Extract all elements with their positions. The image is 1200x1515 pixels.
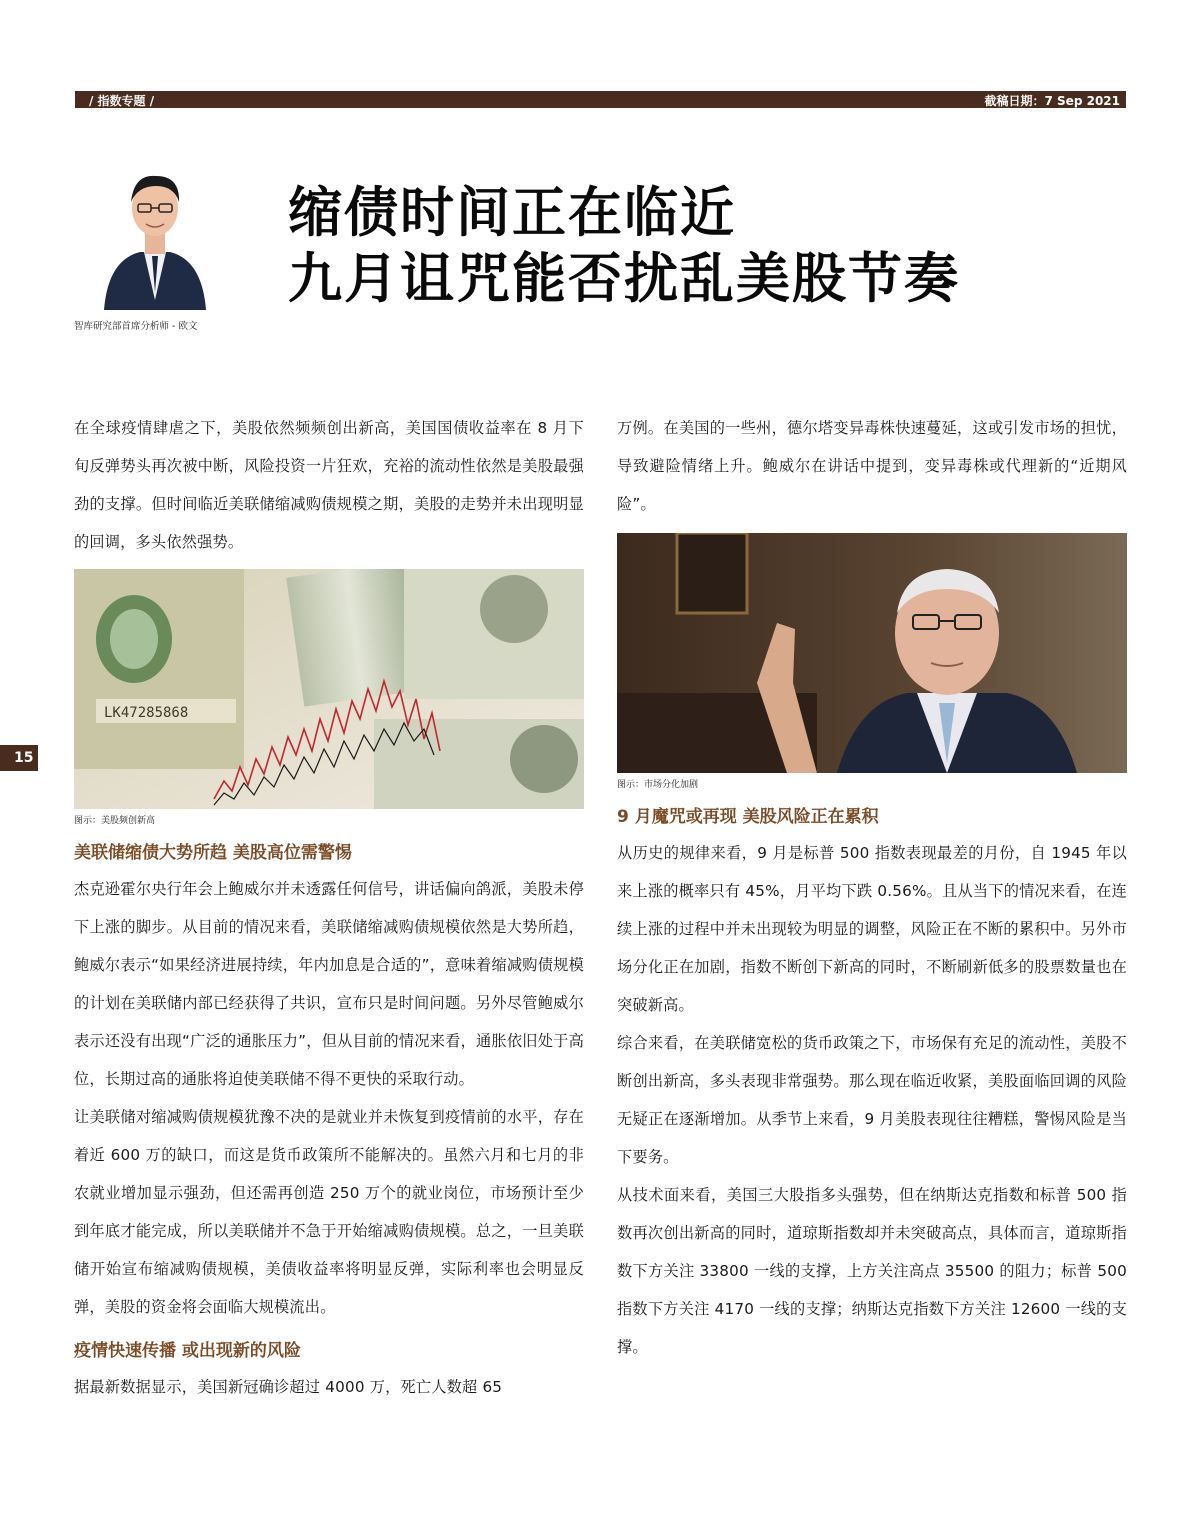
continuation-paragraph: 万例。在美国的一些州，德尔塔变异毒株快速蔓延，这或引发市场的担忧，导致避险情绪上升。鲍威尔在讲话中提到，变异毒株或代理新的“近期风险”。 (617, 419, 1127, 513)
section1-paragraph-1: 杰克逊霍尔央行年会上鲍威尔并未透露任何信号，讲话偏向鸽派，美股未停下上涨的脚步。从目前的情况来看，美联储缩减购债规模依然是大势所趋，鲍威尔表示“如果经济进展持续，年内加息是合适的”，意味着缩减购债规模的计划在美联储内部已经获得了共识，宣布只是时间问题。另外尽管鲍威尔表示还没有出现“广泛的通胀压力”，但从目前的情况来看，通胀依旧处于高位，长期过高的通胀将迫使美联储不得不更快的采取行动。 (74, 880, 584, 1088)
section2-heading: 疫情快速传播 或出现新的风险 (74, 1341, 301, 1361)
svg-text:LK47285868: LK47285868 (104, 705, 189, 721)
intro-paragraph: 在全球疫情肆虐之下，美股依然频频创出新高，美国国债收益率在 8 月下旬反弹势头再次被中断，风险投资一片狂欢，充裕的流动性依然是美股最强劲的支撑。但时间临近美联储缩减购债规模之期，美股的走势并未出现明显的回调，多头依然强势。 (74, 419, 584, 551)
powell-illustration (617, 533, 1127, 773)
section1-paragraph-2: 让美联储对缩减购债规模犹豫不决的是就业并未恢复到疫情前的水平，存在着近 600 万的缺口，而这是货币政策所不能解决的。虽然六月和七月的非农就业增加显示强劲，但还需再创造 250 万个的就业岗位，市场预计至少到年底才能完成，所以美联储并不急于开始缩减购债规模。总之，一旦美联储开始宣布缩减购债规模，美债收益率将明显反弹，实际利率也会明显反弹，美股的资金将会面临大规模流出。 (74, 1108, 584, 1316)
author-portrait (100, 160, 210, 310)
author-credit: 智库研究部首席分析师 - 欧文 (74, 321, 198, 332)
money-chart-photo (74, 569, 584, 809)
section-label: / 指数专题 / (89, 94, 155, 108)
title-line-2: 九月诅咒能否扰乱美股节奏 (288, 247, 960, 310)
powell-photo (617, 533, 1127, 773)
section1-heading: 美联储缩债大势所趋 美股高位需警惕 (74, 843, 352, 863)
section3-heading: 9 月魔咒或再现 美股风险正在累积 (617, 807, 879, 827)
header-bar (75, 91, 1126, 108)
section3-paragraph-3: 从技术面来看，美国三大股指多头强势，但在纳斯达克指数和标普 500 指数再次创出新高的同时，道琼斯指数却并未突破高点，具体而言，道琼斯指数下方关注 33800 一线的支撑，上方关注高点 35500 的阻力；标普 500 指数下方关注 4170 一线的支撑；纳斯达克指数下方关注 12600 一线的支撑。 (617, 1186, 1127, 1356)
left-image-caption: 图示：美股频创新高 (74, 816, 156, 826)
section3-paragraph-2: 综合来看，在美联储宽松的货币政策之下，市场保有充足的流动性，美股不断创出新高，多头表现非常强势。那么现在临近收紧，美股面临回调的风险无疑正在逐渐增加。从季节上来看，9 月美股表现往往糟糕，警惕风险是当下要务。 (617, 1034, 1127, 1166)
section2-paragraph-1: 据最新数据显示，美国新冠确诊超过 4000 万，死亡人数超 65 (74, 1378, 503, 1396)
title-line-1: 缩债时间正在临近 (288, 181, 736, 244)
money-chart-illustration (74, 569, 584, 809)
left-column (74, 409, 584, 1406)
right-column (617, 409, 1127, 1366)
deadline-date: 截稿日期：7 Sep 2021 (984, 94, 1120, 108)
page-title (288, 180, 960, 312)
page-number: 15 (0, 745, 38, 771)
right-image-caption: 图示：市场分化加剧 (617, 780, 699, 790)
section3-paragraph-1: 从历史的规律来看，9 月是标普 500 指数表现最差的月份，自 1945 年以来上涨的概率只有 45%，月平均下跌 0.56%。且从当下的情况来看，在连续上涨的过程中并未出现较为明显的调整，风险正在不断的累积中。另外市场分化正在加剧，指数不断创下新高的同时，不断刷新低多的股票数量也在突破新高。 (617, 844, 1127, 1014)
